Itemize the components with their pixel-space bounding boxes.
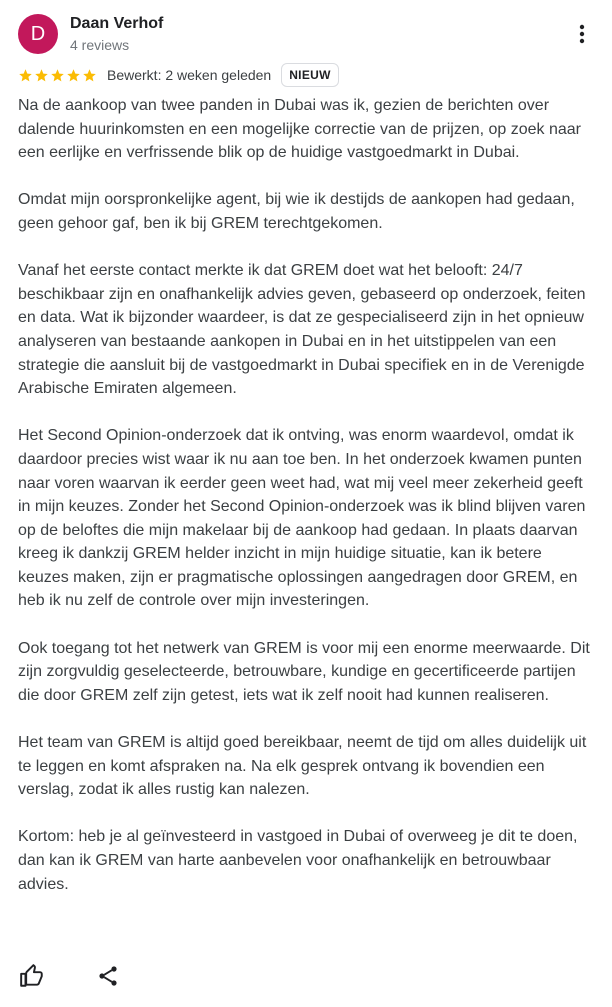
share-icon (96, 964, 120, 988)
review-paragraph: Vanaf het eerste contact merkte ik dat GREM doet wat het belooft: 24/7 beschikbaar zijn en onafhankelijk advies geven, gebaseerd op onderzoek, feiten en data. Wat ik bijzonder waardeer, is dat ze gespecialiseerd zijn in het opnieuw analyseren van bestaande aankopen in Dubai en in het uitstippelen van een strategie die aansluit bij de vastgoedmarkt in Dubai specifiek en in de Verenigde Arabische Emiraten algemeen. (18, 262, 586, 398)
more-options-button[interactable] (570, 22, 594, 46)
edited-date: Bewerkt: 2 weken geleden (107, 67, 272, 83)
thumbs-up-icon (19, 963, 45, 989)
review-header (18, 14, 598, 56)
star-icon (18, 68, 33, 83)
reviewer-name[interactable]: Daan Verhof (70, 15, 164, 32)
review-paragraph: Na de aankoop van twee panden in Dubai was ik, gezien de berichten over dalende huurinkomsten en een mogelijke correctie van de prijzen, op zoek naar een eerlijke en verfrissende blik op de huidige vastgoedmarkt in Dubai. (18, 97, 582, 162)
review-paragraph: Kortom: heb je al geïnvesteerd in vastgoed in Dubai of overweeg je dit te doen, dan kan ik GREM van harte aanbevelen voor onafhankelijk en betrouwbaar advies. (18, 828, 578, 893)
star-icon (34, 68, 49, 83)
like-button[interactable] (18, 962, 46, 990)
avatar[interactable]: D (18, 14, 58, 54)
review-body (18, 94, 596, 920)
review-paragraph: Omdat mijn oorspronkelijke agent, bij wie ik destijds de aankopen had gedaan, geen gehoor gaf, ben ik bij GREM terechtgekomen. (18, 191, 575, 232)
rating-row (18, 63, 339, 87)
reviewer-review-count: 4 reviews (70, 37, 130, 53)
review-paragraph: Ook toegang tot het netwerk van GREM is voor mij een enorme meerwaarde. Dit zijn zorgvuldig geselecteerde, betrouwbare, kundige en gecertificeerde partijen die door GREM zelf zijn getest, iets wat ik zelf nooit had kunnen realiseren. (18, 639, 590, 704)
star-icon (50, 68, 65, 83)
review-paragraph: Het team van GREM is altijd goed bereikbaar, neemt de tijd om alles duidelijk uit te leggen en komt afspraken na. Na elk gesprek ontvang ik bovendien een verslag, zodat ik alles rustig kan nalezen. (18, 734, 587, 799)
star-icon (82, 68, 97, 83)
star-rating (18, 68, 97, 83)
review-paragraph: Het Second Opinion-onderzoek dat ik ontving, was enorm waardevol, omdat ik daardoor precies wist waar ik nu aan toe ben. In het onderzoek kwamen punten naar voren waarvan ik eerder geen weet had, wat mij veel meer zekerheid geeft in mijn keuzes. Zonder het Second Opinion-onderzoek was ik blind blijven varen op de beloftes die mijn makelaar bij de aankoop had gedaan. In plaats daarvan kreeg ik dankzij GREM helder inzicht in mijn huidige situatie, kan ik betere keuzes maken, zijn er pragmatische oplossingen aangedragen door GREM, en heb ik nu zelf de controle over mijn investeringen. (18, 427, 586, 610)
new-badge: NIEUW (281, 63, 339, 87)
star-icon (66, 68, 81, 83)
share-button[interactable] (94, 962, 122, 990)
review-actions (18, 961, 122, 991)
more-vertical-icon (570, 22, 594, 46)
